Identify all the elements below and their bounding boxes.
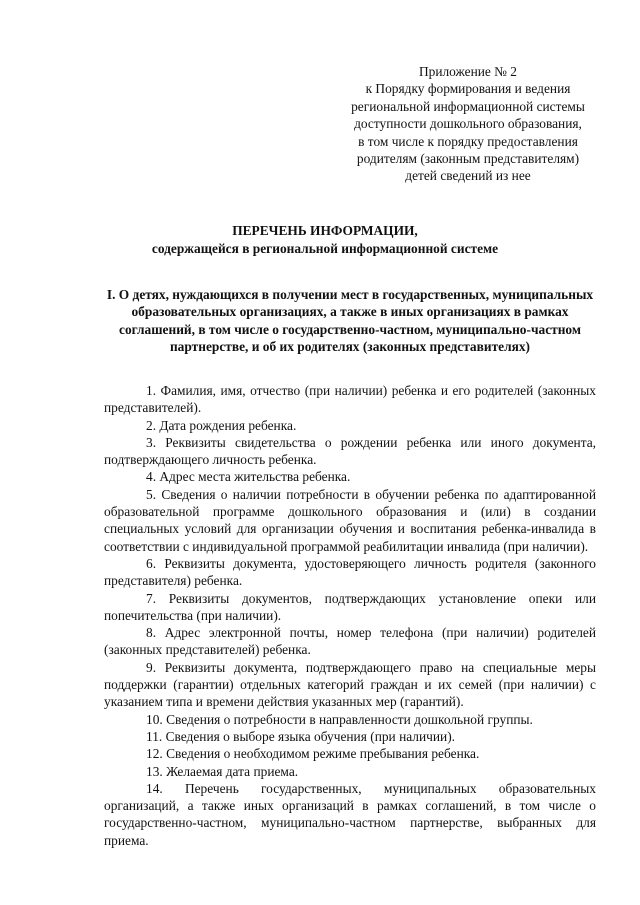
appendix-line: к Порядку формирования и ведения [365,81,571,97]
appendix-line: детей сведений из нее [405,168,531,184]
document-title [90,222,560,257]
appendix-line: доступности дошкольного образования, [354,116,582,132]
appendix-line: Приложение № 2 [418,64,518,79]
title-line-1: ПЕРЕЧЕНЬ ИНФОРМАЦИИ, [232,223,418,238]
appendix-line: родителям (законным представителям) [356,151,580,167]
list-item: 1. Фамилия, имя, отчество (при наличии) ребенка и его родителей (законных представителей). [104,383,596,416]
list-item: 3. Реквизиты свидетельства о рождении ребенка или иного документа, подтверждающего личность ребенка. [104,434,596,468]
list-item: 13. Желаемая дата приема. [146,763,299,779]
section-heading: I. О детях, нуждающихся в получении мест в государственных, муниципальных образовательных организациях, а также в иных организациях в рамках соглашений, в том числе о государственно-частном, муниципально-частном партнерстве, и об их родителях (законных представителях) [106,287,594,354]
list-item: 11. Сведения о выборе языка обучения (при наличии). [146,728,456,744]
title-line-2: содержащейся в региональной информационной системе [151,240,499,256]
list-item: 12. Сведения о необходимом режиме пребывания ребенка. [146,746,480,762]
item-list [104,382,596,849]
list-item: 2. Дата рождения ребенка. [146,417,297,433]
list-item: 4. Адрес места жительства ребенка. [146,469,351,485]
appendix-line: в том числе к порядку предоставления [358,133,578,149]
appendix-line: региональной информационной системы [351,98,585,114]
list-item: 10. Сведения о потребности в направленности дошкольной группы. [146,711,533,727]
list-item: 6. Реквизиты документа, удостоверяющего личность родителя (законного представителя) ребенка. [104,555,596,589]
list-item: 5. Сведения о наличии потребности в обучении ребенка по адаптированной образовательной программе дошкольного образования и (или) в создании специальных условий для организации обучения и воспитания ребенка-инвалида в соответствии с индивидуальной программой реабилитации инвалида (при наличии). [104,486,596,554]
appendix-block [330,63,606,185]
list-item: 8. Адрес электронной почты, номер телефона (при наличии) родителей (законных представителей) ребенка. [104,625,596,658]
list-item: 9. Реквизиты документа, подтверждающего право на специальные меры поддержки (гарантии) отдельных категорий граждан и их семей (при наличии) с указанием типа и времени действия указанных мер (гарантий). [104,659,596,710]
list-item: 14. Перечень государственных, муниципальных образовательных организаций, а также иных организаций в рамках соглашений, в том числе о государственно-частном, муниципально-частном партнерстве, выбранных для приема. [104,780,596,848]
list-item: 7. Реквизиты документов, подтверждающих установление опеки или попечительства (при наличии). [104,590,596,623]
